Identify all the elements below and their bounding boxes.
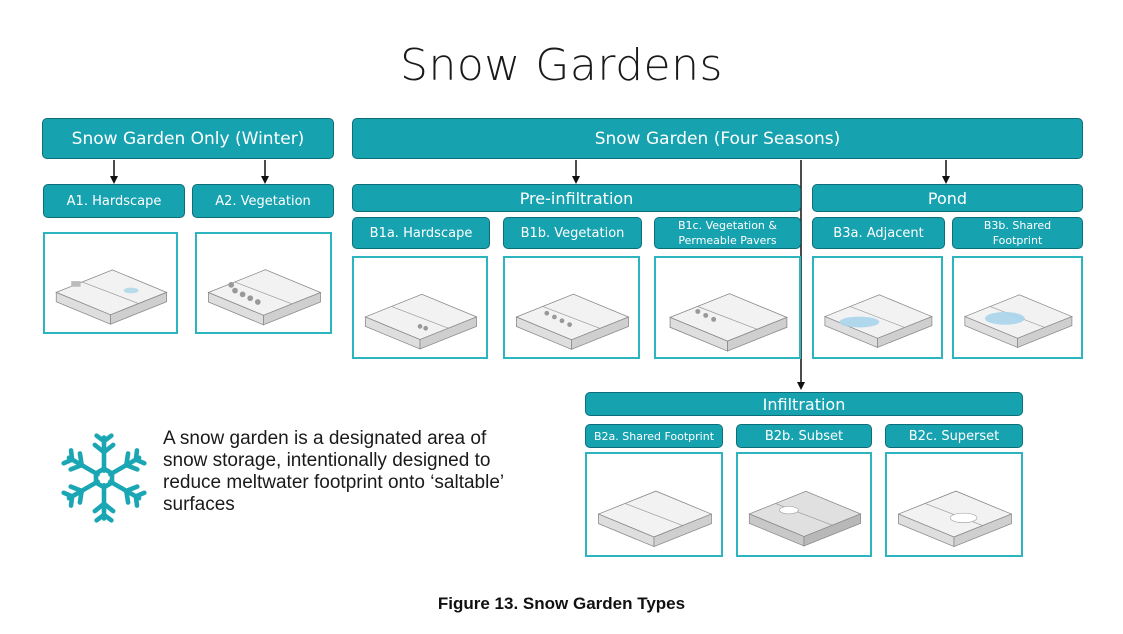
type-b1c-label-line1: B1c. Vegetation & — [678, 219, 777, 232]
illustration-b3a — [812, 256, 943, 359]
type-b3a-label: B3a. Adjacent — [833, 225, 924, 241]
isometric-block-illustration — [505, 258, 638, 357]
illustration-b1b — [503, 256, 640, 359]
group-pre-infiltration-label: Pre-infiltration — [519, 188, 634, 208]
category-winter — [42, 118, 334, 159]
type-a1 — [43, 184, 185, 218]
type-b3b-label-line2: Footprint — [992, 234, 1043, 247]
group-pre-infiltration — [352, 184, 801, 212]
type-b2b — [736, 424, 872, 448]
type-b1c-label-line2: Permeable Pavers — [678, 234, 777, 247]
description-text: A snow garden is a designated area of snow storage, intentionally designed to reduce meltwater footprint onto ‘saltable’ surfaces — [163, 428, 504, 515]
isometric-block-illustration — [656, 258, 799, 357]
isometric-block-illustration — [738, 454, 870, 555]
illustration-b2c — [885, 452, 1023, 557]
isometric-block-illustration — [887, 454, 1021, 555]
illustration-b1a — [352, 256, 488, 359]
category-winter-label: Snow Garden Only (Winter) — [71, 128, 305, 149]
group-infiltration — [585, 392, 1023, 416]
illustration-b2a — [585, 452, 723, 557]
isometric-block-illustration — [197, 234, 330, 332]
category-four-seasons — [352, 118, 1083, 159]
group-pond — [812, 184, 1083, 212]
type-b2b-label: B2b. Subset — [764, 428, 844, 444]
isometric-block-illustration — [45, 234, 176, 332]
illustration-a2 — [195, 232, 332, 334]
type-a2 — [192, 184, 334, 218]
type-a2-label: A2. Vegetation — [215, 193, 311, 209]
illustration-a1 — [43, 232, 178, 334]
type-b1a — [352, 217, 490, 249]
type-b2a-label: B2a. Shared Footprint — [593, 429, 715, 443]
type-b2a — [585, 424, 723, 448]
type-a1-label: A1. Hardscape — [66, 193, 162, 209]
type-b3b — [952, 217, 1083, 249]
category-four-seasons-label: Snow Garden (Four Seasons) — [594, 128, 841, 149]
type-b1b — [503, 217, 642, 249]
type-b3a — [812, 217, 945, 249]
snowflake-icon — [58, 432, 150, 524]
type-b2c-label: B2c. Superset — [908, 428, 1000, 444]
group-pond-label: Pond — [927, 188, 968, 208]
isometric-block-illustration — [954, 258, 1081, 357]
isometric-block-illustration — [354, 258, 486, 357]
illustration-b1c — [654, 256, 801, 359]
type-b1b-label: B1b. Vegetation — [520, 225, 625, 241]
page-title: Snow Gardens — [400, 40, 723, 91]
illustration-b3b — [952, 256, 1083, 359]
type-b2c — [885, 424, 1023, 448]
figure-caption: Figure 13. Snow Garden Types — [437, 594, 686, 613]
illustration-b2b — [736, 452, 872, 557]
type-b1c — [654, 217, 801, 249]
isometric-block-illustration — [587, 454, 721, 555]
group-infiltration-label: Infiltration — [762, 394, 846, 414]
type-b1a-label: B1a. Hardscape — [369, 225, 473, 241]
type-b3b-label-line1: B3b. Shared — [983, 219, 1052, 232]
isometric-block-illustration — [814, 258, 941, 357]
